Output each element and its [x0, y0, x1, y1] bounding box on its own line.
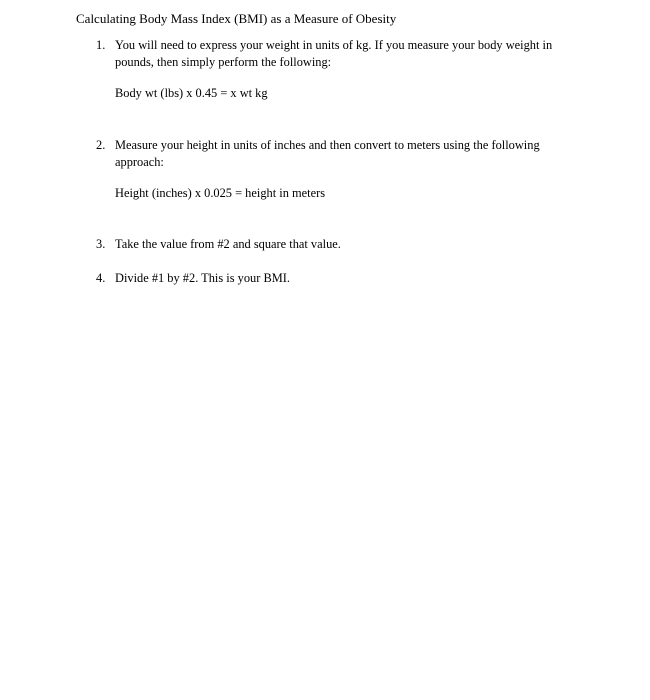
list-item-body	[115, 270, 585, 287]
page-title: Calculating Body Mass Index (BMI) as a Measure of Obesity	[76, 11, 397, 26]
list-item-text: You will need to express your weight in units of kg. If you measure your body weight in pounds, then simply perform the following:	[115, 38, 553, 69]
height-conversion-formula: Height (inches) x 0.025 = height in meters	[115, 186, 326, 200]
list-item-body	[115, 37, 585, 102]
list-item-text: Take the value from #2 and square that value.	[115, 237, 341, 251]
weight-conversion-formula: Body wt (lbs) x 0.45 = x wt kg	[115, 86, 268, 100]
list-item-text: Measure your height in units of inches and then convert to meters using the following approach:	[115, 138, 540, 169]
list-item-body	[115, 137, 585, 202]
list-item-number: 2.	[96, 138, 106, 152]
list-item-number: 3.	[96, 237, 106, 251]
list-item-body	[115, 236, 585, 253]
list-item-number: 4.	[96, 271, 106, 285]
list-item-text: Divide #1 by #2. This is your BMI.	[115, 271, 290, 285]
list-item-number: 1.	[96, 38, 106, 52]
